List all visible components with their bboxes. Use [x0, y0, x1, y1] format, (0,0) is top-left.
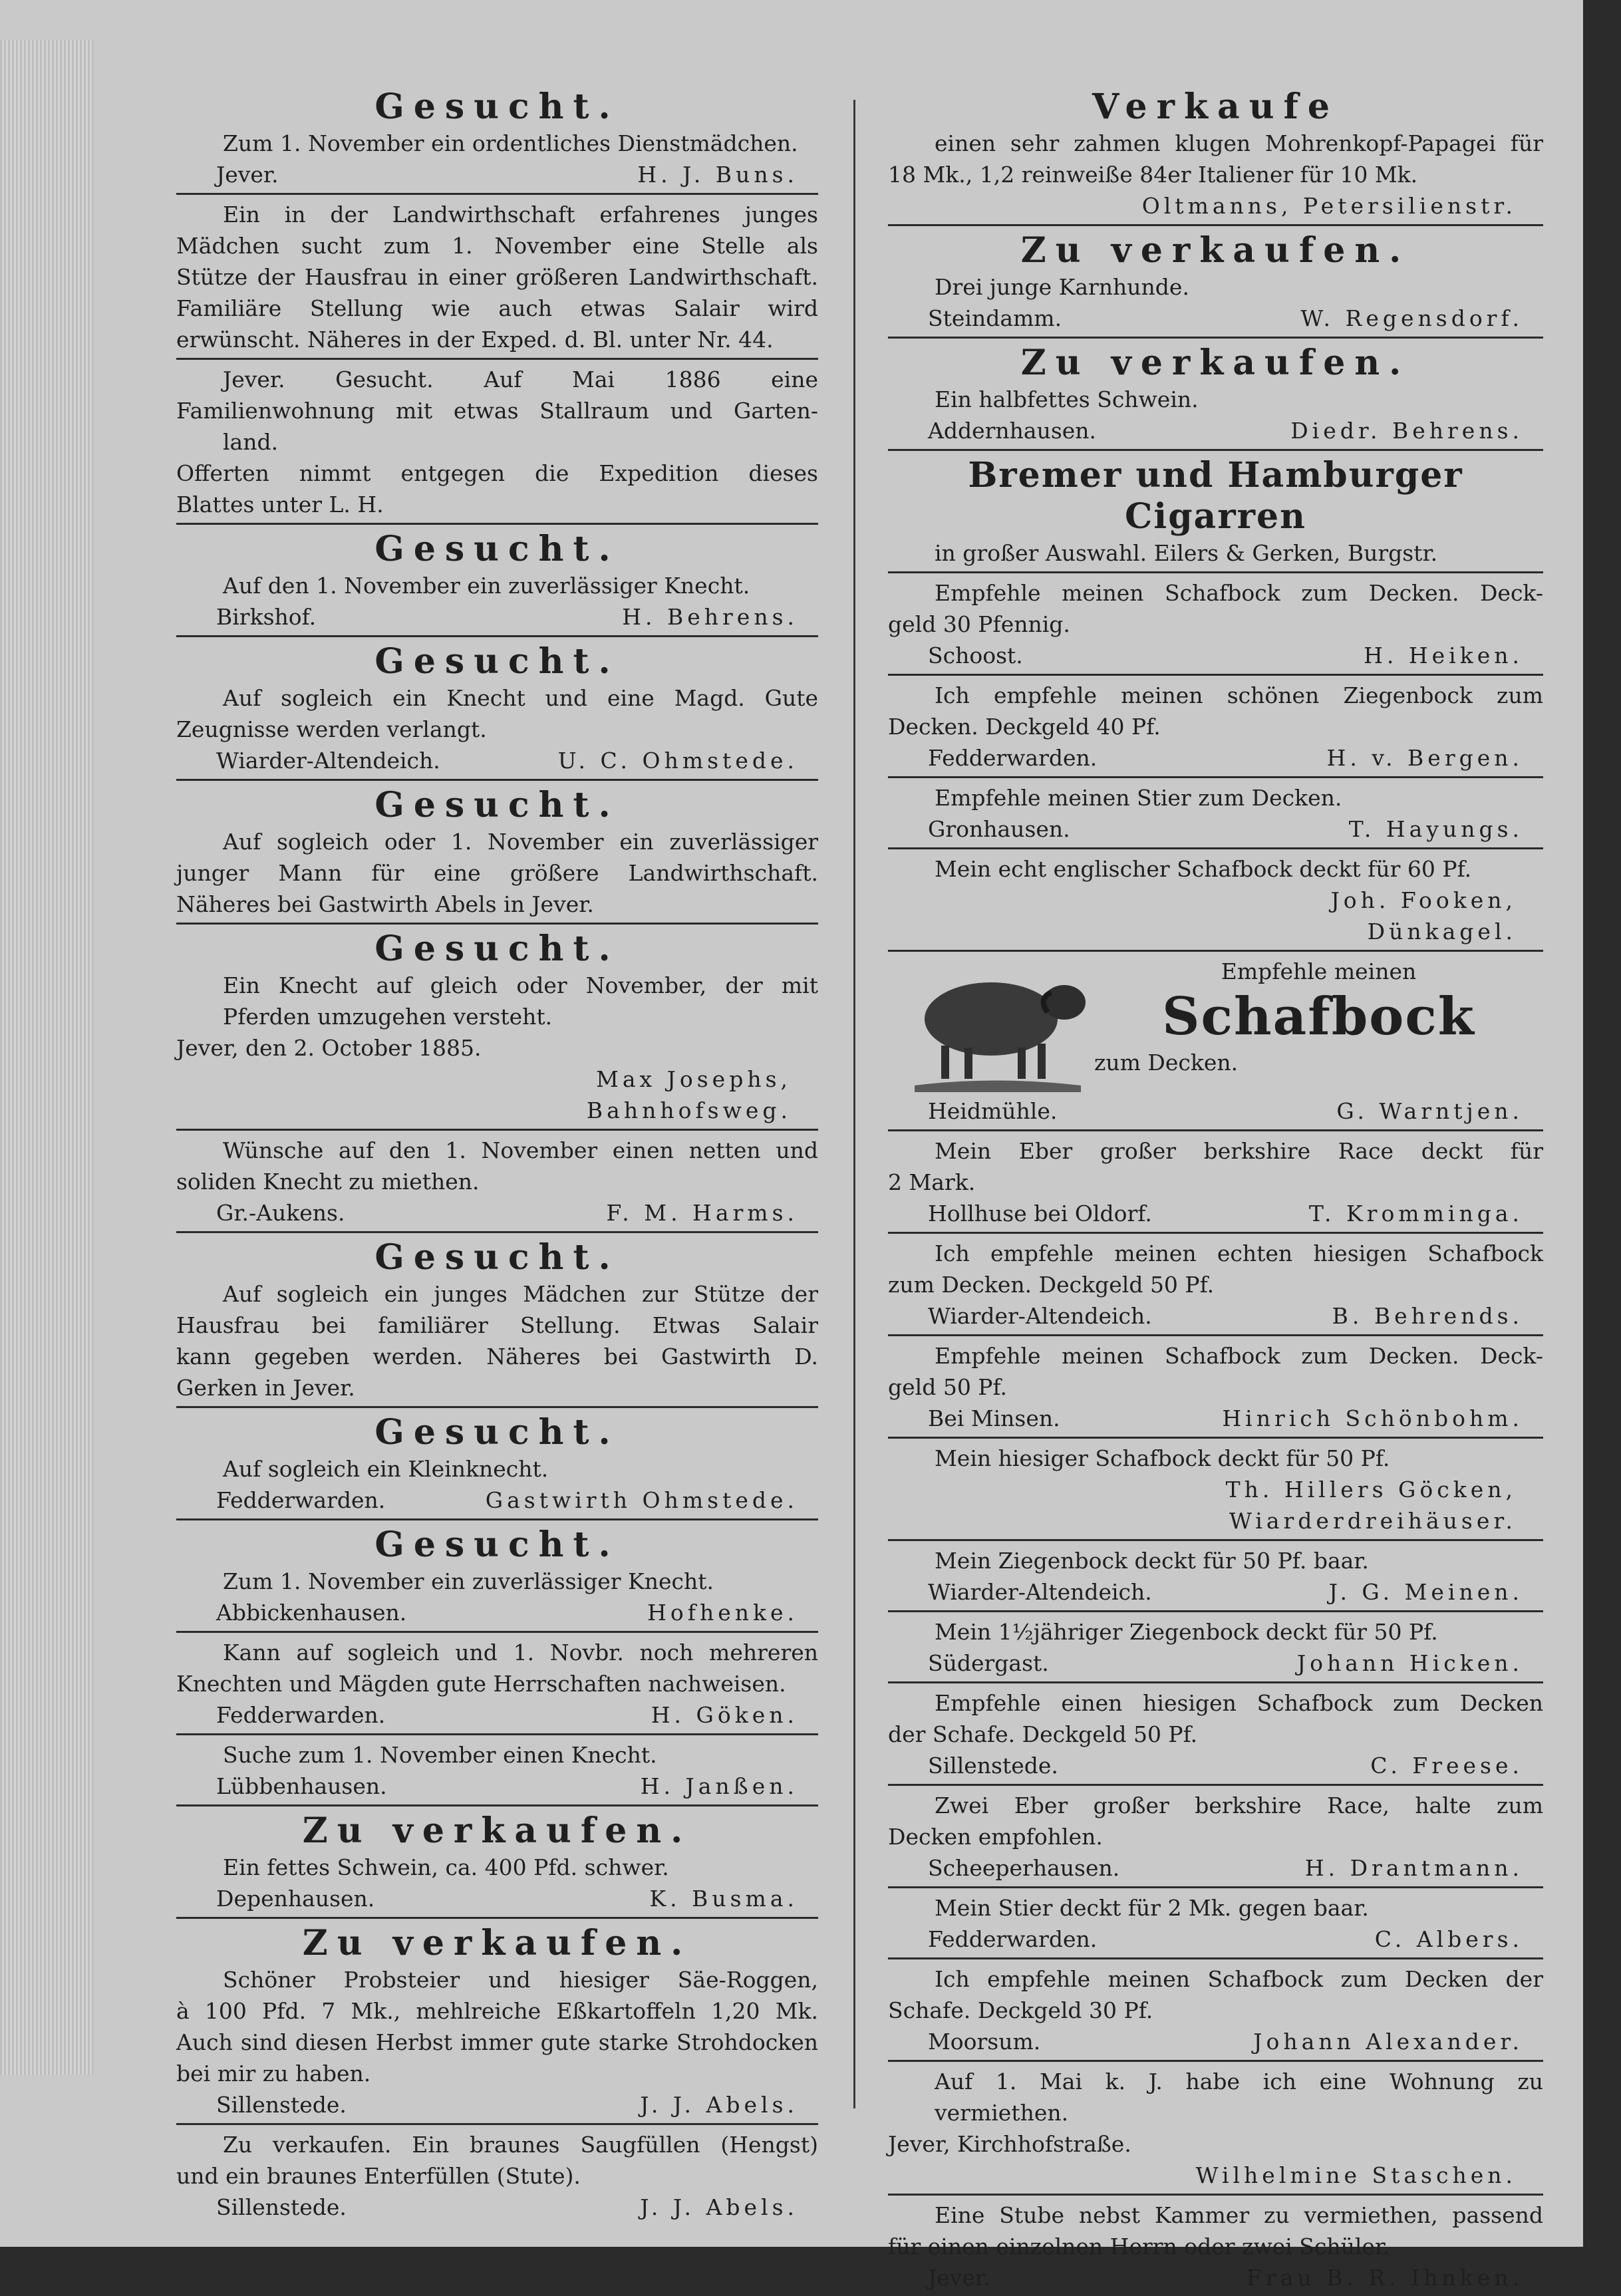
- ad-signature: Wiarderdreihäuser.: [1229, 1508, 1517, 1534]
- ad-place: Fedderwarden.: [928, 1926, 1098, 1952]
- advertisement: [888, 1963, 1543, 2060]
- ad-text-line: Mein 1½jähriger Ziegenbock deckt für 50 Pf.: [935, 1619, 1438, 1645]
- ad-text-line: Drei junge Karnhunde.: [935, 274, 1189, 300]
- ad-text-line: Auch sind diesen Herbst immer gute starke Strohdocken: [176, 2029, 818, 2055]
- ad-signature-line: [176, 1771, 818, 1802]
- ad-place: Moorsum.: [928, 2029, 1041, 2055]
- ad-name: J. J. Abels.: [640, 2194, 798, 2220]
- ad-text-line: Ein Knecht auf gleich oder November, der mit: [223, 972, 818, 998]
- ad-place: Sillenstede.: [216, 2092, 347, 2118]
- ad-text-line: Empfehle einen hiesigen Schafbock zum Decken: [935, 1690, 1543, 1716]
- ad-signature-line: [888, 1852, 1543, 1884]
- ad-separator-rule: [888, 1681, 1543, 1683]
- ad-text-line: kann gegeben werden. Näheres bei Gastwirth D.: [176, 1344, 818, 1369]
- ad-text-line: Mein Eber großer berkshire Race deckt für: [935, 1138, 1543, 1164]
- ad-heading: Gesucht.: [374, 86, 620, 127]
- ad-signature-line: [888, 742, 1543, 774]
- sheep-big-title: Schafbock: [1162, 986, 1475, 1047]
- ad-name: H. v. Bergen.: [1326, 745, 1523, 771]
- ad-heading: Gesucht.: [374, 1524, 620, 1565]
- ad-text-line: für einen einzelnen Herrn oder zwei Schüler.: [888, 2233, 1390, 2259]
- ad-separator-rule: [888, 1437, 1543, 1439]
- ad-place: Fedderwarden.: [216, 1702, 386, 1728]
- ad-text-line: Decken empfohlen.: [888, 1824, 1103, 1850]
- ad-signature-line: [176, 2192, 818, 2223]
- ad-separator-rule: [176, 1733, 818, 1735]
- left-column: [176, 86, 818, 2225]
- ad-text-line: in großer Auswahl. Eilers & Gerken, Burgstr.: [935, 540, 1438, 566]
- advertisement: [888, 1340, 1543, 1437]
- ad-place: Addernhausen.: [928, 418, 1097, 444]
- ad-text-line: Auf 1. Mai k. J. habe ich eine Wohnung zu: [935, 2069, 1543, 2094]
- ad-signature-line: [888, 2262, 1543, 2293]
- ad-place: Scheeperhausen.: [928, 1855, 1120, 1881]
- ad-text-line: Jever, den 2. October 1885.: [176, 1035, 482, 1061]
- ad-separator-rule: [888, 571, 1543, 573]
- advertisement: [176, 1237, 818, 1406]
- sheep-bottom-line: zum Decken.: [1094, 1050, 1239, 1076]
- sheep-advertisement: [888, 956, 1543, 1095]
- ad-name: B. Behrends.: [1332, 1303, 1523, 1329]
- ad-separator-rule: [888, 1886, 1543, 1888]
- ad-text-line: bei mir zu haben.: [176, 2061, 371, 2086]
- advertisement: [888, 680, 1543, 776]
- ad-place: Fedderwarden.: [216, 1487, 386, 1513]
- ad-heading: Verkaufe: [1092, 86, 1340, 127]
- sheep-picture: [901, 956, 1094, 1095]
- ad-name: H. Heiken.: [1364, 643, 1523, 668]
- ad-signature: Wilhelmine Staschen.: [1195, 2162, 1517, 2188]
- ad-place: Steindamm.: [928, 305, 1062, 331]
- ad-separator-rule: [888, 1957, 1543, 1959]
- ad-text-line: einen sehr zahmen klugen Mohrenkopf-Papagei für: [935, 130, 1543, 156]
- advertisement: [176, 86, 818, 193]
- ad-text-line: land.: [223, 429, 279, 455]
- ad-text-line: Schafe. Deckgeld 30 Pf.: [888, 1997, 1153, 2023]
- ad-text-line: Empfehle meinen Schafbock zum Decken. Deck-: [935, 1343, 1543, 1369]
- ad-separator-rule: [176, 1917, 818, 1919]
- ad-signature-line: [176, 745, 818, 776]
- ad-heading: Zu verkaufen.: [1020, 230, 1411, 271]
- ad-place: Sillenstede.: [928, 1753, 1058, 1779]
- ad-text-line: Ich empfehle meinen Schafbock zum Decken der: [935, 1966, 1543, 1992]
- ad-text-line: Mein Ziegenbock deckt für 50 Pf. baar.: [935, 1548, 1369, 1574]
- ad-text-line: Zeugnisse werden verlangt.: [176, 716, 487, 742]
- advertisement: [176, 1810, 818, 1917]
- advertisement: [888, 455, 1543, 571]
- ad-place: Wiarder-Altendeich.: [216, 748, 440, 774]
- ad-text-line: Mein hiesiger Schafbock deckt für 50 Pf.: [935, 1445, 1390, 1471]
- ad-heading: Gesucht.: [374, 641, 620, 682]
- ad-name: F. M. Harms.: [606, 1200, 798, 1226]
- ad-separator-rule: [888, 449, 1543, 451]
- ad-text-line: Ein in der Landwirthschaft erfahrenes junges: [223, 202, 818, 227]
- advertisement: [176, 1637, 818, 1733]
- advertisement: [176, 929, 818, 1129]
- ad-separator-rule: [176, 1518, 818, 1520]
- ad-text-line: 2 Mark.: [888, 1169, 976, 1195]
- ad-signature-line: [888, 1300, 1543, 1332]
- ad-name: Hofhenke.: [647, 1600, 798, 1626]
- ad-place: Fedderwarden.: [928, 745, 1098, 771]
- ad-signature-line: [176, 1883, 818, 1914]
- ad-heading: Zu verkaufen.: [302, 1810, 692, 1851]
- ad-name: T. Hayungs.: [1348, 816, 1523, 842]
- advertisement: [176, 364, 818, 523]
- ad-text-line: à 100 Pfd. 7 Mk., mehlreiche Eßkartoffeln 1,20 Mk.: [176, 1998, 818, 2024]
- ad-separator-rule: [888, 1539, 1543, 1541]
- advertisement: [888, 782, 1543, 847]
- ad-text-line: Ich empfehle meinen schönen Ziegenbock zum: [935, 682, 1543, 708]
- advertisement: [888, 230, 1543, 337]
- ad-text-line: soliden Knecht zu miethen.: [176, 1169, 480, 1195]
- ad-signature: Max Josephs,: [596, 1066, 792, 1092]
- ad-signature: Dünkagel.: [1367, 919, 1517, 944]
- ad-place: Jever.: [216, 162, 279, 188]
- ad-separator-rule: [176, 1631, 818, 1633]
- ad-name: U. C. Ohmstede.: [557, 748, 798, 774]
- ad-signature-line: [888, 1095, 1543, 1127]
- ad-name: H. Drantmann.: [1304, 1855, 1523, 1881]
- sheep-top-line: Empfehle meinen: [1221, 958, 1417, 984]
- column-divider: [853, 100, 855, 2108]
- ad-name: J. G. Meinen.: [1328, 1579, 1523, 1605]
- ad-signature-line: [176, 1597, 818, 1628]
- ad-signature-line: [888, 303, 1543, 334]
- ad-separator-rule: [176, 193, 818, 195]
- ad-name: W. Regensdorf.: [1300, 305, 1523, 331]
- ad-signature-line: [176, 1197, 818, 1228]
- sheep-text: [1094, 956, 1543, 1078]
- ad-signature-line: [888, 1198, 1543, 1229]
- ad-separator-rule: [888, 2194, 1543, 2196]
- ad-text-line: geld 50 Pf.: [888, 1374, 1008, 1400]
- right-column: [888, 86, 1543, 2296]
- ad-separator-rule: [176, 358, 818, 360]
- ad-text-line: Schöner Probsteier und hiesiger Säe-Roggen,: [223, 1967, 818, 1993]
- ad-text-line: zum Decken. Deckgeld 50 Pf.: [888, 1272, 1215, 1298]
- ad-separator-rule: [888, 337, 1543, 339]
- ad-signature-line: [888, 1403, 1543, 1434]
- ad-signature-line: [888, 1924, 1543, 1955]
- ad-name: T. Krommingа.: [1308, 1201, 1523, 1226]
- advertisement: [888, 86, 1543, 224]
- ad-separator-rule: [176, 1406, 818, 1408]
- advertisement: [888, 853, 1543, 950]
- ad-separator-rule: [888, 674, 1543, 676]
- ad-text-line: Empfehle meinen Schafbock zum Decken. Deck-: [935, 580, 1543, 606]
- ad-separator-rule: [176, 1231, 818, 1233]
- ad-place: Abbickenhausen.: [216, 1600, 407, 1626]
- ad-place: Südergast.: [928, 1650, 1049, 1676]
- ad-name: H. Göken.: [651, 1702, 798, 1728]
- advertisement: [176, 1524, 818, 1631]
- ad-text-line: Gerken in Jever.: [176, 1375, 355, 1401]
- ad-place: Hollhuse bei Oldorf.: [928, 1201, 1152, 1226]
- advertisement: [176, 1412, 818, 1518]
- ad-separator-rule: [888, 847, 1543, 849]
- ad-place: Birkshof.: [216, 604, 317, 630]
- page-edge: [0, 40, 93, 2075]
- ad-text-line: Auf sogleich ein Knecht und eine Magd. Gute: [223, 685, 818, 711]
- advertisement: [176, 641, 818, 779]
- ad-text-line: Zwei Eber großer berkshire Race, halte zum: [935, 1793, 1543, 1818]
- ad-name: H. Behrens.: [622, 604, 798, 630]
- ad-separator-rule: [888, 1784, 1543, 1786]
- ad-place: Heidmühle.: [928, 1098, 1058, 1124]
- ad-text-line: der Schafe. Deckgeld 50 Pf.: [888, 1721, 1198, 1747]
- ad-text-line: Pferden umzugehen versteht.: [223, 1004, 553, 1030]
- advertisement: [888, 1443, 1543, 1539]
- ad-text-line: Ein fettes Schwein, ca. 400 Pfd. schwer.: [223, 1854, 669, 1880]
- ad-separator-rule: [888, 1129, 1543, 1131]
- ad-text-line: Suche zum 1. November einen Knecht.: [223, 1742, 657, 1768]
- ad-text-line: Wünsche auf den 1. November einen netten und: [223, 1137, 818, 1163]
- ad-place: Bei Minsen.: [928, 1405, 1060, 1431]
- ad-text-line: Familiäre Stellung wie auch etwas Salair wird: [176, 295, 818, 321]
- advertisement: [176, 199, 818, 358]
- ad-text-line: Auf sogleich oder 1. November ein zuverlässiger: [223, 829, 818, 855]
- ad-text-line: Stütze der Hausfrau in einer größeren Landwirthschaft.: [176, 264, 818, 290]
- ad-signature: Bahnhofsweg.: [586, 1097, 792, 1123]
- ad-heading: Gesucht.: [374, 529, 620, 569]
- ad-place: Jever.: [928, 2265, 990, 2291]
- advertisement: [888, 577, 1543, 674]
- ad-separator-rule: [888, 224, 1543, 226]
- ad-signature-line: [176, 2089, 818, 2120]
- ad-text-line: geld 30 Pfennig.: [888, 611, 1070, 637]
- ad-name: Johann Alexander.: [1253, 2029, 1523, 2055]
- ad-heading: Zu verkaufen.: [1020, 343, 1411, 383]
- ad-place: Wiarder-Altendeich.: [928, 1579, 1152, 1605]
- ad-separator-rule: [176, 2123, 818, 2125]
- ad-signature-line: [176, 601, 818, 633]
- ad-signature-line: [888, 640, 1543, 671]
- ad-separator-rule: [176, 779, 818, 781]
- ad-text-line: Jever, Kirchhofstraße.: [888, 2131, 1131, 2157]
- ad-separator-rule: [888, 2060, 1543, 2062]
- ad-text-line: Blattes unter L. H.: [176, 492, 384, 517]
- ad-text-line: Zum 1. November ein zuverlässiger Knecht.: [223, 1568, 714, 1594]
- ad-signature-line: [888, 813, 1543, 845]
- advertisement: [888, 1545, 1543, 1610]
- advertisement: [176, 785, 818, 923]
- ad-separator-rule: [888, 1232, 1543, 1234]
- ad-heading: Gesucht.: [374, 1237, 620, 1278]
- ad-heading: Bremer und Hamburger Cigarren: [968, 455, 1463, 537]
- ad-text-line: Auf sogleich ein junges Mädchen zur Stütze der: [223, 1281, 818, 1307]
- advertisement: [888, 1892, 1543, 1957]
- ad-signature-line: [176, 159, 818, 190]
- ad-name: G. Warntjen.: [1336, 1098, 1523, 1124]
- ad-place: Gronhausen.: [928, 816, 1070, 842]
- ad-name: Frau B. R. Ihnken.: [1247, 2265, 1523, 2291]
- ad-heading: Gesucht.: [374, 929, 620, 969]
- ad-heading: Gesucht.: [374, 1412, 620, 1453]
- advertisement: [888, 1687, 1543, 1784]
- ad-text-line: und ein braunes Enterfüllen (Stute).: [176, 2163, 581, 2189]
- ad-signature-line: [176, 1699, 818, 1731]
- ad-separator-rule: [176, 923, 818, 925]
- ad-text-line: Ich empfehle meinen echten hiesigen Schafbock: [935, 1240, 1543, 1266]
- ad-separator-rule: [176, 635, 818, 637]
- ad-name: C. Albers.: [1374, 1926, 1523, 1952]
- ad-text-line: Mein echt englischer Schafbock deckt für 60 Pf.: [935, 856, 1472, 882]
- ad-place: Lübbenhausen.: [216, 1773, 387, 1799]
- ad-signature-line: [888, 415, 1543, 446]
- ad-heading: Gesucht.: [374, 785, 620, 825]
- ad-separator-rule: [176, 523, 818, 525]
- ad-name: C. Freese.: [1370, 1753, 1523, 1779]
- advertisement: [176, 1923, 818, 2123]
- ad-text-line: Hausfrau bei familiärer Stellung. Etwas Salair: [176, 1312, 818, 1338]
- ad-text-line: Näheres bei Gastwirth Abels in Jever.: [176, 891, 594, 917]
- ad-signature-line: [888, 1576, 1543, 1608]
- ad-text-line: Auf den 1. November ein zuverlässiger Knecht.: [223, 573, 750, 599]
- advertisement: [888, 2066, 1543, 2194]
- advertisement: [176, 1135, 818, 1231]
- ad-text-line: Offerten nimmt entgegen die Expedition dieses: [176, 460, 818, 486]
- ad-text-line: Zum 1. November ein ordentliches Dienstmädchen.: [223, 130, 798, 156]
- advertisement: [888, 1135, 1543, 1232]
- ad-name: Diedr. Behrens.: [1290, 418, 1523, 444]
- ad-text-line: Familienwohnung mit etwas Stallraum und Garten-: [176, 398, 818, 424]
- ad-separator-rule: [888, 950, 1543, 952]
- ad-text-line: erwünscht. Näheres in der Exped. d. Bl. unter Nr. 44.: [176, 327, 774, 353]
- ad-text-line: junger Mann für eine größere Landwirthschaft.: [176, 860, 818, 886]
- ad-text-line: Jever. Gesucht. Auf Mai 1886 eine: [223, 366, 818, 392]
- ad-text-line: Mein Stier deckt für 2 Mk. gegen baar.: [935, 1895, 1369, 1921]
- ad-signature-line: [176, 1485, 818, 1516]
- ad-separator-rule: [888, 776, 1543, 778]
- ad-heading: Zu verkaufen.: [302, 1923, 692, 1963]
- ad-place: Depenhausen.: [216, 1886, 375, 1912]
- ad-text-line: Zu verkaufen. Ein braunes Saugfüllen (Hengst): [223, 2132, 818, 2158]
- ad-text-line: Empfehle meinen Stier zum Decken.: [935, 785, 1342, 811]
- ad-text-line: vermiethen.: [935, 2100, 1069, 2126]
- advertisement: [888, 1238, 1543, 1334]
- ad-name: K. Busma.: [649, 1886, 798, 1912]
- ad-name: H. Janßen.: [640, 1773, 798, 1799]
- ad-separator-rule: [176, 1804, 818, 1806]
- ad-text-line: Eine Stube nebst Kammer zu vermiethen, passend: [935, 2202, 1543, 2228]
- ad-text-line: Auf sogleich ein Kleinknecht.: [223, 1456, 549, 1482]
- ad-place: Schoost.: [928, 643, 1023, 668]
- ad-text-line: Decken. Deckgeld 40 Pf.: [888, 714, 1161, 740]
- sheep-illustration-icon: [901, 956, 1094, 1095]
- ad-separator-rule: [176, 1129, 818, 1131]
- ad-name: Gastwirth Ohmstede.: [485, 1487, 798, 1513]
- advertisement: [176, 1739, 818, 1804]
- ad-separator-rule: [888, 1610, 1543, 1612]
- ad-text-line: Ein halbfettes Schwein.: [935, 386, 1199, 412]
- ad-text-line: Kann auf sogleich und 1. Novbr. noch mehreren: [223, 1640, 818, 1665]
- ad-text-line: 18 Mk., 1,2 reinweiße 84er Italiener für 10 Mk.: [888, 162, 1418, 188]
- advertisement: [176, 2129, 818, 2225]
- ad-name: Hinrich Schönbohm.: [1222, 1405, 1523, 1431]
- ad-name: Johann Hicken.: [1296, 1650, 1523, 1676]
- advertisement: [888, 2200, 1543, 2296]
- ad-signature-line: [888, 2026, 1543, 2057]
- ad-signature-line: [888, 1750, 1543, 1781]
- ad-name: H. J. Buns.: [637, 162, 798, 188]
- ad-text-line: Mädchen sucht zum 1. November eine Stelle als: [176, 233, 818, 259]
- ad-signature: Joh. Fooken,: [1330, 887, 1517, 913]
- ad-signature: Th. Hillers Göcken,: [1225, 1477, 1517, 1503]
- advertisement: [176, 529, 818, 635]
- advertisement: [888, 343, 1543, 449]
- ad-separator-rule: [888, 1334, 1543, 1336]
- ad-signature: Oltmanns, Petersilienstr.: [1141, 193, 1517, 219]
- ad-place: Wiarder-Altendeich.: [928, 1303, 1152, 1329]
- ad-text-line: Knechten und Mägden gute Herrschaften nachweisen.: [176, 1671, 786, 1697]
- ad-place: Gr.-Aukens.: [216, 1200, 345, 1226]
- advertisement: [888, 1616, 1543, 1681]
- ad-name: J. J. Abels.: [640, 2092, 798, 2118]
- advertisement: [888, 956, 1543, 1129]
- advertisement: [888, 1790, 1543, 1886]
- ad-place: Sillenstede.: [216, 2194, 347, 2220]
- ad-signature-line: [888, 1648, 1543, 1679]
